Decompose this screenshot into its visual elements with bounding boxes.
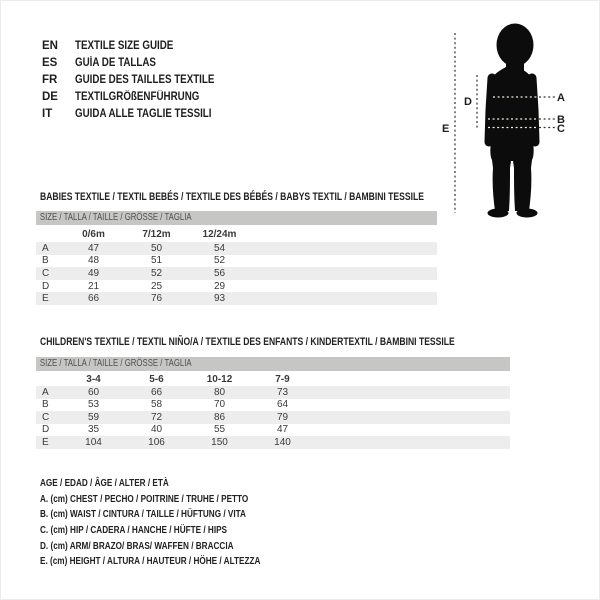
row-label: B: [42, 255, 49, 267]
cell-value: 66: [150, 386, 163, 398]
figure-label-b: B: [557, 114, 565, 126]
table-row: [36, 242, 437, 255]
column-header: 7-9: [275, 373, 290, 385]
cell-value: 50: [150, 242, 163, 254]
child-measurement-diagram: [440, 20, 600, 220]
child-silhouette: [488, 24, 538, 218]
language-row-it: [42, 105, 239, 122]
language-list: [42, 37, 239, 122]
language-row-es: [42, 54, 239, 71]
measurement-legend: [40, 476, 323, 570]
legend-item-height: E. (cm) HEIGHT / ALTURA / HAUTEUR / HÖHE / ALTEZZA: [40, 555, 261, 568]
cell-value: 49: [87, 267, 100, 279]
row-label: B: [42, 399, 49, 411]
column-header: 10-12: [206, 373, 233, 385]
legend-age-line: AGE / EDAD / ÂGE / ALTER / ETÀ: [40, 477, 169, 489]
cell-value: 79: [276, 411, 289, 423]
silhouette-right-arm: [532, 78, 535, 142]
silhouette-left-arm: [489, 78, 492, 142]
babies-column-headers: [36, 227, 251, 242]
table-row: [36, 386, 510, 399]
cell-value: 55: [213, 424, 226, 436]
column-header: 5-6: [149, 373, 164, 385]
cell-value: 66: [87, 293, 100, 305]
legend-item-hip: C. (cm) HIP / CADERA / HANCHE / HÜFTE / HIPS: [40, 524, 228, 537]
silhouette-left-foot: [488, 209, 509, 218]
cell-value: 29: [213, 280, 226, 292]
language-code: DE: [42, 90, 58, 103]
cell-value: 48: [87, 255, 100, 267]
children-column-headers: [36, 372, 314, 386]
row-label: E: [42, 436, 49, 448]
babies-table: [36, 242, 437, 305]
table-row: [36, 255, 437, 268]
cell-value: 93: [213, 293, 226, 305]
cell-value: 86: [213, 411, 226, 423]
legend-item-chest: A. (cm) CHEST / PECHO / POITRINE / TRUHE / PETTO: [40, 492, 249, 505]
figure-label-c: C: [557, 123, 565, 135]
language-label: GUIDE DES TAILLES TEXTILE: [75, 73, 215, 86]
language-label: GUÍA DE TALLAS: [75, 56, 156, 69]
table-row: [36, 411, 510, 424]
cell-value: 40: [150, 424, 163, 436]
table-row: [36, 424, 510, 437]
cell-value: 104: [85, 436, 102, 448]
cell-value: 35: [87, 424, 100, 436]
language-row-fr: [42, 71, 239, 88]
language-code: EN: [42, 39, 58, 52]
column-header: 12/24m: [202, 229, 237, 240]
column-header: 7/12m: [142, 229, 171, 240]
row-label: D: [42, 280, 50, 292]
babies-section-title: BABIES TEXTILE / TEXTIL BEBÉS / TEXTILE DES BÉBÉS / BABYS TEXTIL / BAMBINI TESSILE: [40, 191, 424, 203]
cell-value: 53: [87, 399, 100, 411]
cell-value: 59: [87, 411, 100, 423]
language-label: TEXTILE SIZE GUIDE: [75, 39, 174, 52]
cell-value: 106: [148, 436, 165, 448]
figure-label-a: A: [557, 92, 565, 104]
figure-label-e: E: [442, 123, 450, 135]
table-row: [36, 267, 437, 280]
table-row: [36, 292, 437, 305]
language-code: FR: [42, 73, 58, 86]
legend-item-arm: D. (cm) ARM/ BRAZO/ BRAS/ WAFFEN / BRACCIA: [40, 539, 234, 552]
row-label: A: [42, 242, 49, 254]
row-label: D: [42, 424, 50, 436]
column-header: 0/6m: [82, 229, 105, 240]
cell-value: 25: [150, 280, 163, 292]
babies-size-header-bar: SIZE / TALLA / TAILLE / GRÖSSE / TAGLIA: [36, 211, 437, 225]
cell-value: 47: [87, 242, 100, 254]
table-row: [36, 436, 510, 449]
children-size-header-bar: SIZE / TALLA / TAILLE / GRÖSSE / TAGLIA: [36, 357, 510, 371]
children-section-title: CHILDREN'S TEXTILE / TEXTIL NIÑO/A / TEXTILE DES ENFANTS / KINDERTEXTIL / BAMBINI TESSILE: [40, 336, 455, 348]
row-label: C: [42, 411, 50, 423]
figure-label-d: D: [464, 96, 472, 108]
cell-value: 52: [213, 255, 226, 267]
children-table: [36, 386, 510, 449]
cell-value: 73: [276, 386, 289, 398]
table-row: [36, 280, 437, 293]
cell-value: 60: [87, 386, 100, 398]
cell-value: 56: [213, 267, 226, 279]
cell-value: 80: [213, 386, 226, 398]
cell-value: 150: [211, 436, 228, 448]
cell-value: 76: [150, 293, 163, 305]
cell-value: 47: [276, 424, 289, 436]
column-header: 3-4: [86, 373, 101, 385]
language-label: TEXTILGRÖßENFÜHRUNG: [75, 90, 200, 103]
table-row: [36, 399, 510, 412]
cell-value: 54: [213, 242, 226, 254]
cell-value: 58: [150, 399, 163, 411]
cell-value: 21: [87, 280, 100, 292]
language-code: ES: [42, 56, 58, 69]
language-row-de: [42, 88, 239, 105]
language-row-en: [42, 37, 239, 54]
row-label: E: [42, 293, 49, 305]
cell-value: 51: [150, 255, 163, 267]
cell-value: 52: [150, 267, 163, 279]
cell-value: 72: [150, 411, 163, 423]
language-code: IT: [42, 107, 53, 120]
cell-value: 64: [276, 399, 289, 411]
row-label: C: [42, 267, 50, 279]
row-label: A: [42, 386, 49, 398]
language-label: GUIDA ALLE TAGLIE TESSILI: [75, 107, 212, 120]
silhouette-right-foot: [517, 209, 538, 218]
cell-value: 140: [274, 436, 291, 448]
cell-value: 70: [213, 399, 226, 411]
legend-item-waist: B. (cm) WAIST / CINTURA / TAILLE / HÜFTUNG / VITA: [40, 508, 246, 521]
